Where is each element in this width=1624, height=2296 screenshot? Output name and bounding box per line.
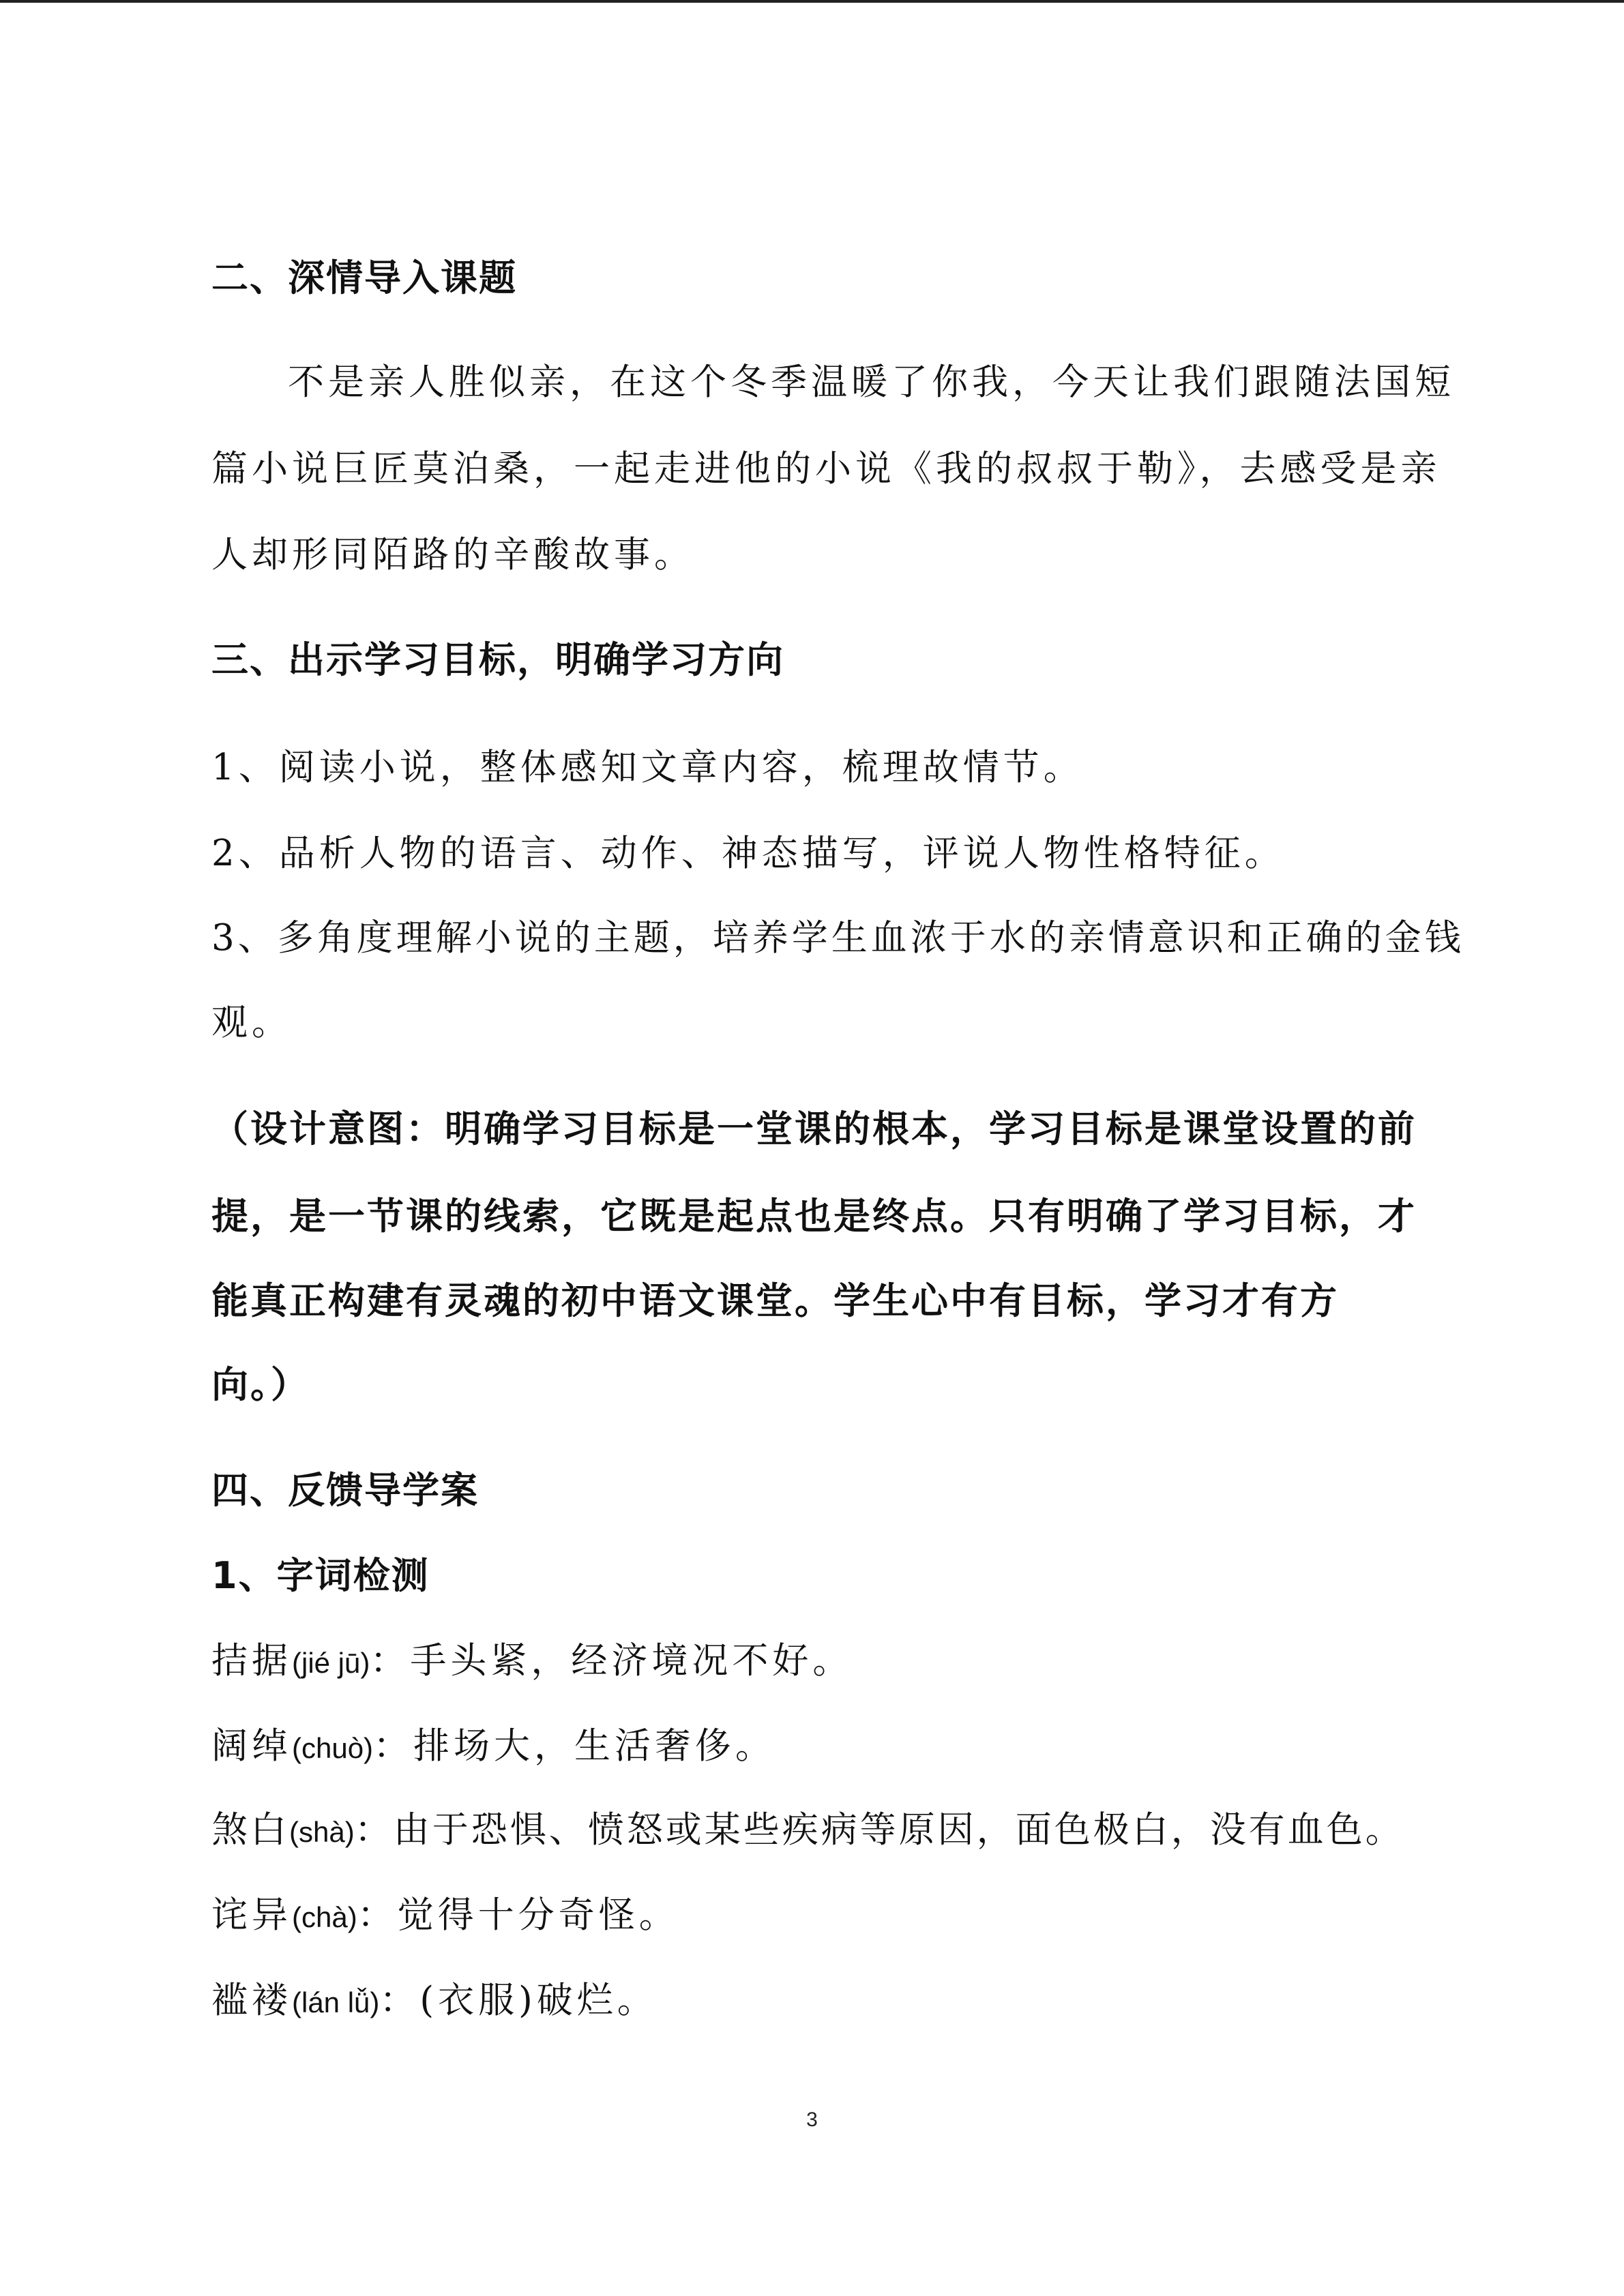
vocab-pinyin: (chuò) <box>292 1732 374 1764</box>
vocab-word: 褴褛 <box>211 1980 292 2021</box>
vocab-meaning: ：觉得十分奇怪。 <box>357 1894 679 1936</box>
goal-item-3-line-1: 3、多角度理解小说的主题，培养学生血浓于水的亲情意识和正确的金钱 <box>211 917 1464 959</box>
vocab-item <box>211 1725 1426 1770</box>
vocab-meaning: ：排场大，生活奢侈。 <box>373 1725 776 1767</box>
sub-heading-vocab: 1、字词检测 <box>211 1554 430 1597</box>
design-intent-line-3: 能真正构建有灵魂的初中语文课堂。学生心中有目标，学习才有方 <box>211 1279 1339 1322</box>
page-number: 3 <box>806 2108 818 2131</box>
vocab-word: 阔绰 <box>211 1725 292 1767</box>
vocab-meaning: ：由于恐惧、愤怒或某些疾病等原因，面色极白，没有血色。 <box>354 1809 1404 1851</box>
vocab-pinyin: (jié jū) <box>292 1647 370 1679</box>
intro-paragraph-line-3: 人却形同陌路的辛酸故事。 <box>211 534 694 576</box>
design-intent-line-1: （设计意图：明确学习目标是一堂课的根本，学习目标是课堂设置的前 <box>211 1107 1417 1150</box>
vocab-meaning: ：手头紧，经济境况不好。 <box>370 1640 853 1682</box>
goal-item-1: 1、阅读小说，整体感知文章内容，梳理故情节。 <box>211 747 1084 788</box>
vocab-item <box>211 1894 1426 1939</box>
design-intent-line-2: 提，是一节课的线索，它既是起点也是终点。只有明确了学习目标，才 <box>211 1195 1417 1238</box>
vocab-meaning: ：(衣服)破烂。 <box>379 1980 658 2021</box>
section-heading-3: 三、出示学习目标，明确学习方向 <box>211 638 784 681</box>
vocab-item <box>211 1979 1426 2025</box>
design-intent-line-4: 向。） <box>211 1363 310 1406</box>
section-heading-4: 四、反馈导学案 <box>211 1469 479 1512</box>
vocab-pinyin: (shà) <box>289 1816 355 1848</box>
vocab-word: 拮据 <box>211 1640 292 1682</box>
intro-paragraph-line-1: 不是亲人胜似亲，在这个冬季温暖了你我，今天让我们跟随法国短 <box>288 361 1455 403</box>
goal-item-2: 2、品析人物的语言、动作、神态描写，评说人物性格特征。 <box>211 833 1285 874</box>
section-heading-2: 二、深情导入课题 <box>211 256 517 299</box>
vocab-word: 诧异 <box>211 1894 292 1936</box>
intro-paragraph-line-2: 篇小说巨匠莫泊桑，一起走进他的小说《我的叔叔于勒》，去感受是亲 <box>211 448 1441 490</box>
vocab-pinyin: (chà) <box>292 1901 357 1933</box>
vocab-item <box>211 1808 1426 1854</box>
goal-item-3-line-2: 观。 <box>211 1002 292 1043</box>
vocab-item <box>211 1639 1426 1685</box>
vocab-word: 煞白 <box>211 1809 289 1851</box>
vocab-pinyin: (lán lǚ) <box>292 1986 380 2018</box>
